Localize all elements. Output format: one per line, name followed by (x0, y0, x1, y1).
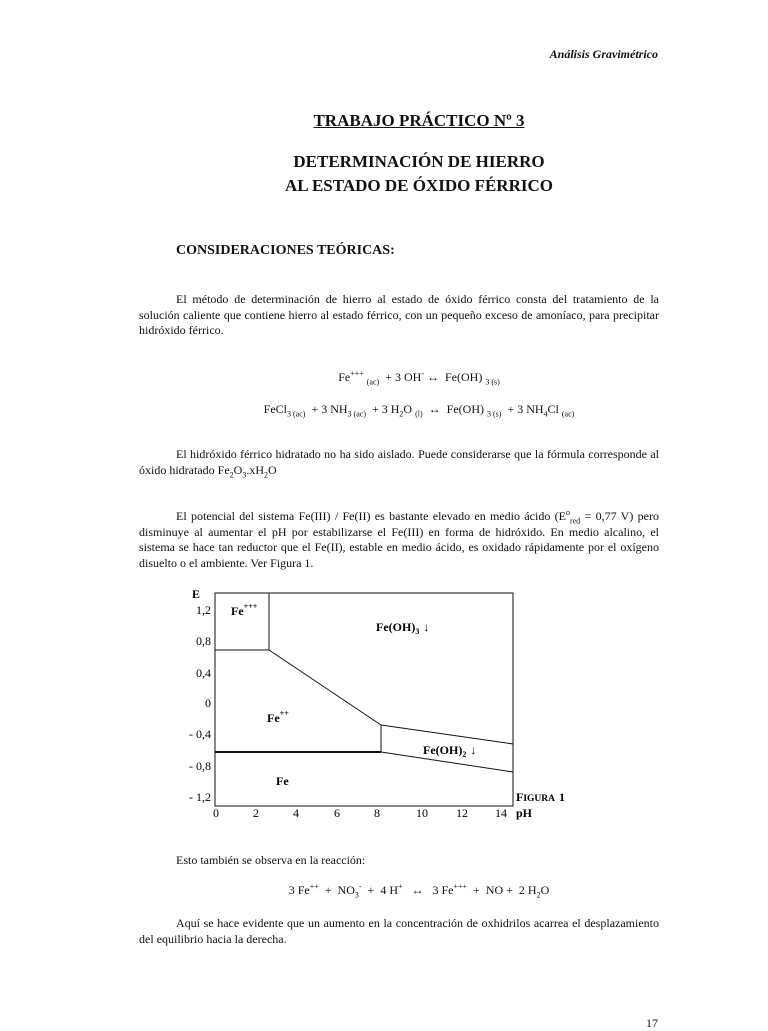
x-tick: 4 (293, 806, 299, 820)
plot-frame (215, 593, 513, 806)
practical-title: TRABAJO PRÁCTICO Nº 3 (313, 111, 525, 130)
x-tick: 0 (213, 806, 219, 820)
paragraph-method: El método de determinación de hierro al estado de óxido férrico consta del tratamiento de la solución caliente que contiene hierro al estado férrico, con un pequeño exceso de amoníaco, para precipitar hidróxido férrico. (139, 292, 659, 338)
x-tick: 14 (495, 806, 507, 820)
x-tick: 2 (253, 806, 259, 820)
equation-3: 3 $Fe^{++} + NO_3^- + 4$ H+ ↔ 3 Fe+++ + NO + 2 $H_2O$ (288, 882, 550, 900)
y-tick: 1,2 (196, 603, 211, 617)
figure-1 (175, 586, 575, 826)
paragraph-potential: El potencial del sistema Fe(III) / Fe(II) es bastante elevado en medio ácido ($E^o_{red} = 0,77$ V) pero disminuye al aumentar el pH por estabilizarse el Fe(III) en forma de hidróxido. En medio alcalino, el sistema se hace tan reductor que el Fe(II), estable en medio ácido, es oxidado rápidamente por el oxígeno disuelto o el ambiente. Ver Figura 1. (139, 508, 659, 570)
section-heading: CONSIDERACIONES TEÓRICAS: (176, 243, 395, 258)
potential-ph-diagram (175, 586, 575, 826)
region-label-feoh2: $Fe(OH)_2$ ↓ (423, 743, 477, 759)
y-axis-label: E (192, 587, 201, 601)
region-label-fe: Fe (276, 774, 289, 788)
y-tick: - 0,8 (189, 759, 211, 773)
y-tick: 0,8 (196, 634, 211, 648)
equation-1: Fe+++ $_{(ac)}$ + 3 OH- ↔ Fe(OH) $_{3 (s)}$ (338, 369, 500, 387)
x-tick: 6 (334, 806, 340, 820)
y-tick: 0 (205, 696, 211, 710)
y-tick: - 1,2 (189, 790, 211, 804)
figure-caption: FIGURA 1 (516, 790, 566, 804)
x-tick: 12 (456, 806, 468, 820)
x-axis-label: pH (516, 806, 533, 820)
y-tick: 0,4 (196, 666, 211, 680)
equation-2: FeCl$_{3 (ac)}$ + 3 $NH_{3 (ac)} + 3$ $H_2O$ $_{(l)}$ ↔ Fe(OH) $_{3 (s)}$ + 3 $NH_4Cl$ $_{(ac)}$ (263, 402, 575, 419)
paragraph-conclusion: Aquí se hace evidente que un aumento en la concentración de oxhidrilos acarrea el desplazamiento del equilibrio hacia la derecha. (139, 916, 659, 946)
paragraph-reaction-intro: Esto también se observa en la reacción: (176, 853, 366, 867)
region-label-fe3: Fe+++ (231, 602, 258, 618)
page-number: 17 (646, 1016, 658, 1030)
x-tick: 8 (374, 806, 380, 820)
region-label-feoh3: $Fe(OH)_3$ ↓ (376, 620, 430, 636)
region-label-fe2: Fe++ (267, 709, 289, 725)
paragraph-hydroxide: El hidróxido férrico hidratado no ha sido aislado. Puede considerarse que la fórmula corresponde al óxido hidratado $Fe_2O_3.xH_2O$ (139, 447, 659, 479)
x-tick: 10 (416, 806, 428, 820)
y-tick: - 0,4 (189, 727, 211, 741)
main-title-line-2: AL ESTADO DE ÓXIDO FÉRRICO (285, 176, 553, 195)
running-header: Análisis Gravimétrico (549, 47, 658, 61)
boundary-feoh3-feoh2 (381, 725, 513, 744)
main-title-line-1: DETERMINACIÓN DE HIERRO (293, 152, 545, 171)
